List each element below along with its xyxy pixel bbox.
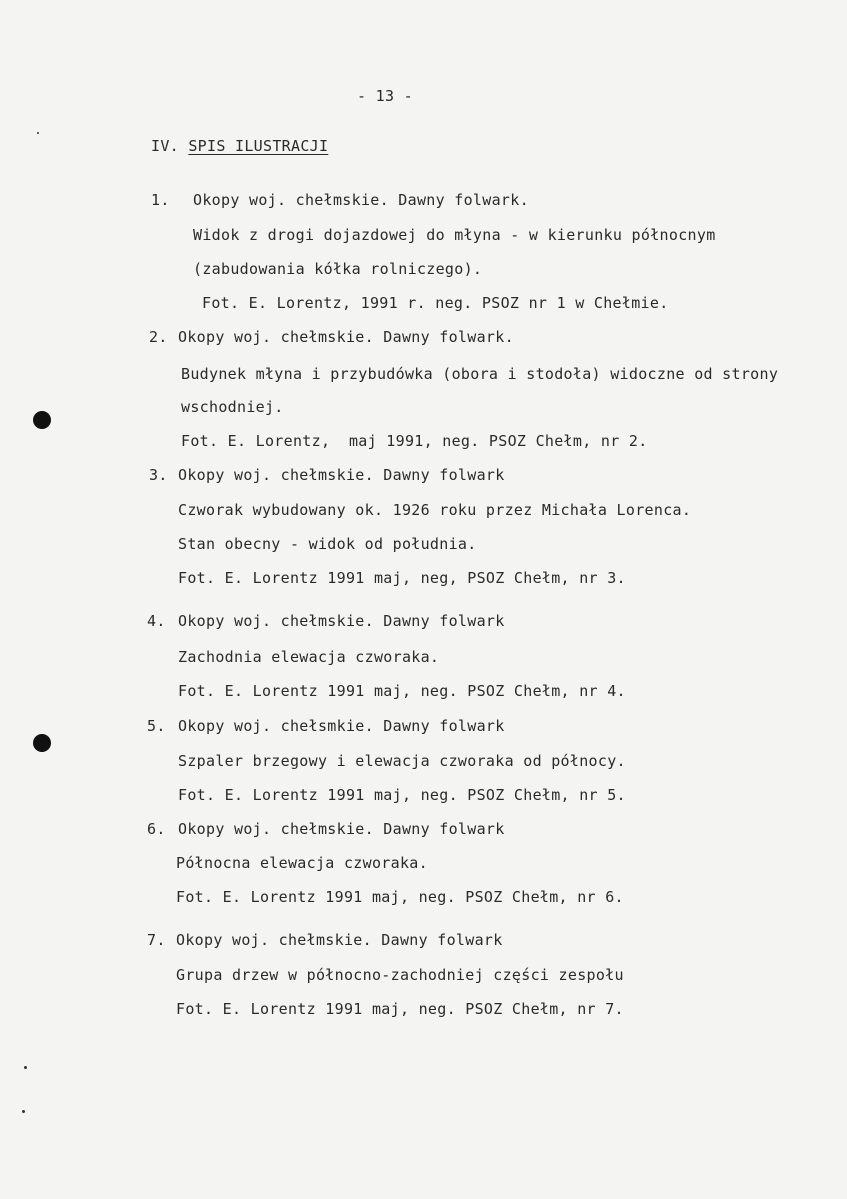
- section-numeral: IV.: [151, 137, 179, 155]
- entry-line: Okopy woj. chełmskie. Dawny folwark: [178, 466, 505, 484]
- entry-number: 3.: [149, 466, 168, 484]
- binder-hole: [33, 411, 51, 429]
- entry-line: Okopy woj. chełsmkie. Dawny folwark: [178, 717, 505, 735]
- entry-line: Fot. E. Lorentz 1991 maj, neg. PSOZ Chełm, nr 7.: [176, 1000, 624, 1018]
- scan-speck: [37, 132, 39, 134]
- entry-line: Fot. E. Lorentz 1991 maj, neg, PSOZ Chełm, nr 3.: [178, 569, 626, 587]
- entry-line: Budynek młyna i przybudówka (obora i stodoła) widoczne od strony: [181, 365, 779, 383]
- entry-line: Okopy woj. chełmskie. Dawny folwark.: [193, 191, 529, 209]
- entry-number: 4.: [147, 612, 166, 630]
- entry-number: 5.: [147, 717, 166, 735]
- entry-line: Widok z drogi dojazdowej do młyna - w kierunku północnym: [193, 226, 716, 244]
- entry-line: Północna elewacja czworaka.: [176, 854, 428, 872]
- section-heading: [151, 136, 328, 156]
- entry-line: Fot. E. Lorentz 1991 maj, neg. PSOZ Chełm, nr 6.: [176, 888, 624, 906]
- entry-line: Fot. E. Lorentz, maj 1991, neg. PSOZ Chełm, nr 2.: [181, 432, 648, 450]
- entry-line: Szpaler brzegowy i elewacja czworaka od północy.: [178, 752, 626, 770]
- entry-line: Fot. E. Lorentz 1991 maj, neg. PSOZ Chełm, nr 4.: [178, 682, 626, 700]
- scan-speck: [22, 1110, 25, 1113]
- entry-line: Fot. E. Lorentz 1991 maj, neg. PSOZ Chełm, nr 5.: [178, 786, 626, 804]
- entry-number: 1.: [151, 191, 170, 209]
- entry-line: (zabudowania kółka rolniczego).: [193, 260, 483, 278]
- entry-line: Zachodnia elewacja czworaka.: [178, 648, 440, 666]
- entry-line: Okopy woj. chełmskie. Dawny folwark: [178, 612, 505, 630]
- scan-speck: [24, 1066, 27, 1069]
- entry-line: Czworak wybudowany ok. 1926 roku przez Michała Lorenca.: [178, 501, 692, 519]
- entry-line: Okopy woj. chełmskie. Dawny folwark: [176, 931, 503, 949]
- entry-line: wschodniej.: [181, 398, 284, 416]
- entry-number: 7.: [147, 931, 166, 949]
- entry-line: Okopy woj. chełmskie. Dawny folwark.: [178, 328, 514, 346]
- binder-hole: [33, 734, 51, 752]
- entry-number: 6.: [147, 820, 166, 838]
- entry-line: Fot. E. Lorentz, 1991 r. neg. PSOZ nr 1 w Chełmie.: [202, 294, 669, 312]
- entry-line: Okopy woj. chełmskie. Dawny folwark: [178, 820, 505, 838]
- section-title: SPIS ILUSTRACJI: [188, 137, 329, 155]
- page-number: - 13 -: [357, 87, 413, 105]
- entry-number: 2.: [149, 328, 168, 346]
- entry-line: Stan obecny - widok od południa.: [178, 535, 477, 553]
- entry-line: Grupa drzew w północno-zachodniej części zespołu: [176, 966, 624, 984]
